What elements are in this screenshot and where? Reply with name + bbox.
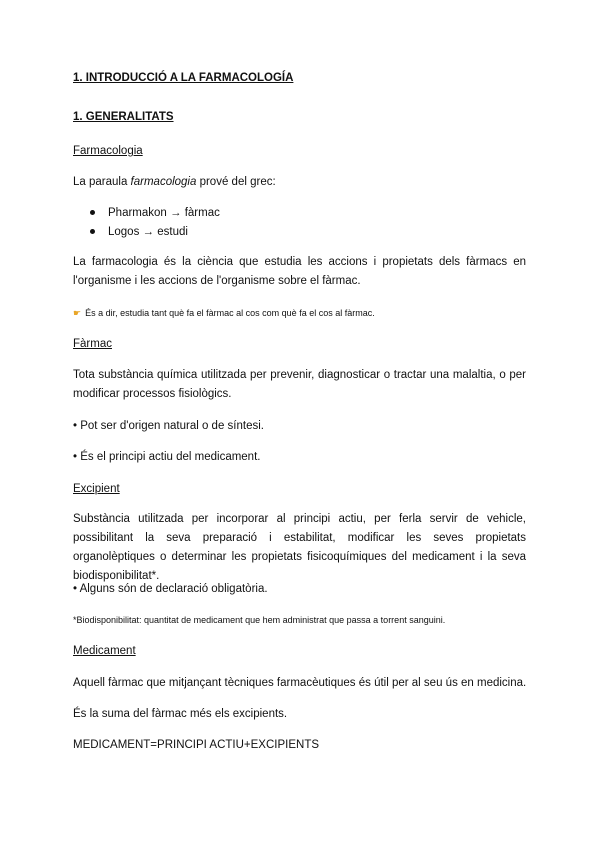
medicament-heading: Medicament: [73, 645, 136, 657]
etymology-list: [88, 206, 220, 244]
list-item: [88, 225, 220, 244]
intro-text-before: La paraula: [73, 176, 131, 188]
list-item: [88, 206, 220, 225]
farmacologia-note: [73, 306, 375, 320]
etymology-logos: Logos → estudi: [108, 226, 188, 238]
etymology-pharmakon: Pharmakon → fàrmac: [108, 207, 220, 219]
excipient-definition: Substància utilitzada per incorporar al principi actiu, per ferla servir de vehicle, possibilitant la seva preparació i estabilitat, modificar les seves propietats organolèptiques o determinar les propietats fisicoquímiques del medicament i la seva biodisponibilitat*.: [73, 513, 526, 582]
note-text: És a dir, estudia tant què fa el fàrmac al cos com què fa el cos al fàrmac.: [85, 308, 375, 318]
pointing-hand-icon: ☛: [73, 308, 82, 318]
medicament-definition: Aquell fàrmac que mitjançant tècniques farmacèutiques és útil per al seu ús en medicina.: [73, 677, 527, 689]
intro-text-after: prové del grec:: [196, 176, 276, 188]
section-heading: 1. GENERALITATS: [73, 111, 174, 123]
excipient-heading: Excipient: [73, 483, 120, 495]
farmac-heading: Fàrmac: [73, 338, 112, 350]
medicament-sum: És la suma del fàrmac més els excipients.: [73, 708, 288, 720]
excipient-point: • Alguns són de declaració obligatòria.: [73, 583, 268, 595]
bullet-icon: [90, 210, 95, 215]
medicament-formula: MEDICAMENT=PRINCIPI ACTIU+EXCIPIENTS: [73, 739, 320, 751]
farmacologia-intro: [73, 175, 276, 189]
farmacologia-heading: Farmacologia: [73, 145, 143, 157]
document-title: 1. INTRODUCCIÓ A LA FARMACOLOGÍA: [73, 72, 294, 84]
biodisponibilitat-footnote: *Biodisponibilitat: quantitat de medicament que hem administrat que passa a torrent sanguini.: [73, 615, 446, 625]
farmac-point-origin: • Pot ser d'origen natural o de síntesi.: [73, 420, 264, 432]
farmac-point-active: • És el principi actiu del medicament.: [73, 451, 261, 463]
farmacologia-definition: La farmacologia és la ciència que estudia les accions i propietats dels fàrmacs en l'organisme i les accions de l'organisme sobre el fàrmac.: [73, 256, 526, 287]
farmac-definition: Tota substància química utilitzada per prevenir, diagnosticar o tractar una malaltia, o per modificar processos fisiològics.: [73, 369, 526, 400]
intro-italic-term: farmacologia: [130, 176, 197, 188]
bullet-icon: [90, 229, 95, 234]
